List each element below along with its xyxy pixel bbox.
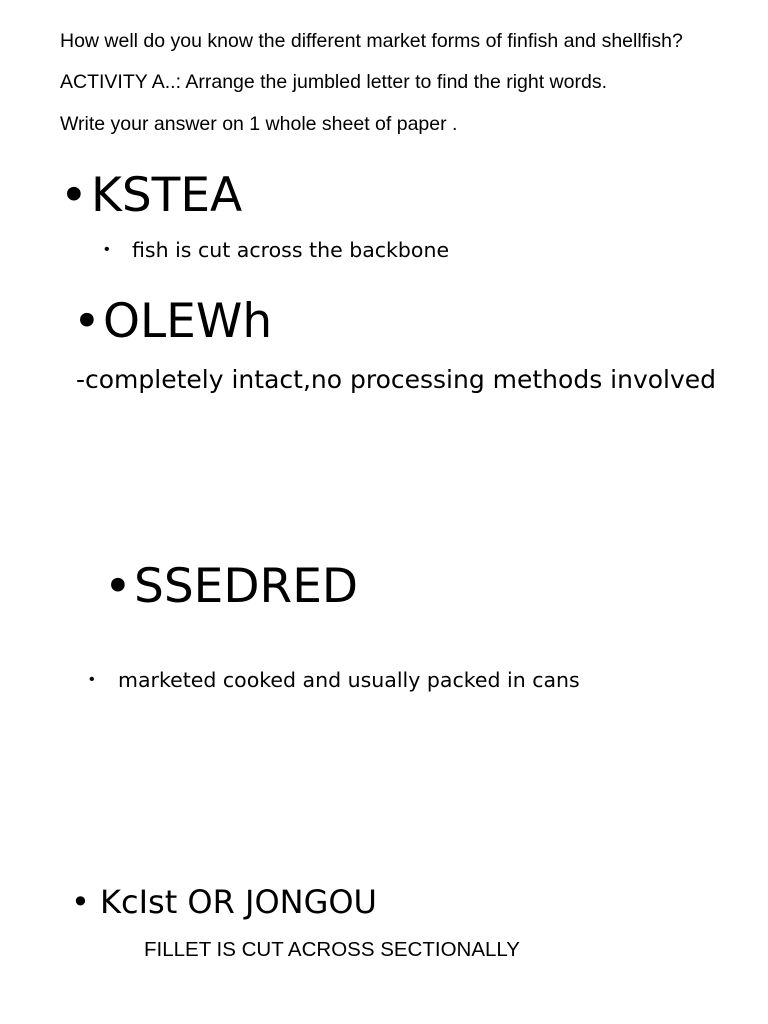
item-3-description: marketed cooked and usually packed in cans bbox=[118, 668, 580, 692]
item-1-bullet: • bbox=[60, 168, 88, 223]
item-1-word: KSTEA bbox=[91, 168, 243, 223]
item-4-word: KcIst OR JONGOU bbox=[100, 883, 377, 921]
item-1-sub-bullet: • bbox=[104, 241, 110, 258]
item-1-description: fish is cut across the backbone bbox=[132, 238, 450, 262]
activity-instruction: ACTIVITY A..: Arrange the jumbled letter to find the right words. bbox=[60, 71, 607, 93]
item-2-description: -completely intact,no processing methods involved bbox=[76, 365, 717, 394]
item-3-bullet: • bbox=[104, 559, 132, 614]
item-3-sub-bullet: • bbox=[89, 671, 95, 688]
item-2-bullet: • bbox=[73, 294, 101, 349]
item-3-word: SSEDRED bbox=[134, 559, 359, 614]
intro-question: How well do you know the different market forms of finfish and shellfish? bbox=[60, 30, 683, 52]
item-4-bullet: • bbox=[71, 883, 90, 921]
item-4-description: FILLET IS CUT ACROSS SECTIONALLY bbox=[144, 938, 520, 961]
answer-instruction: Write your answer on 1 whole sheet of paper . bbox=[60, 113, 458, 135]
item-2-word: OLEWh bbox=[103, 294, 273, 349]
